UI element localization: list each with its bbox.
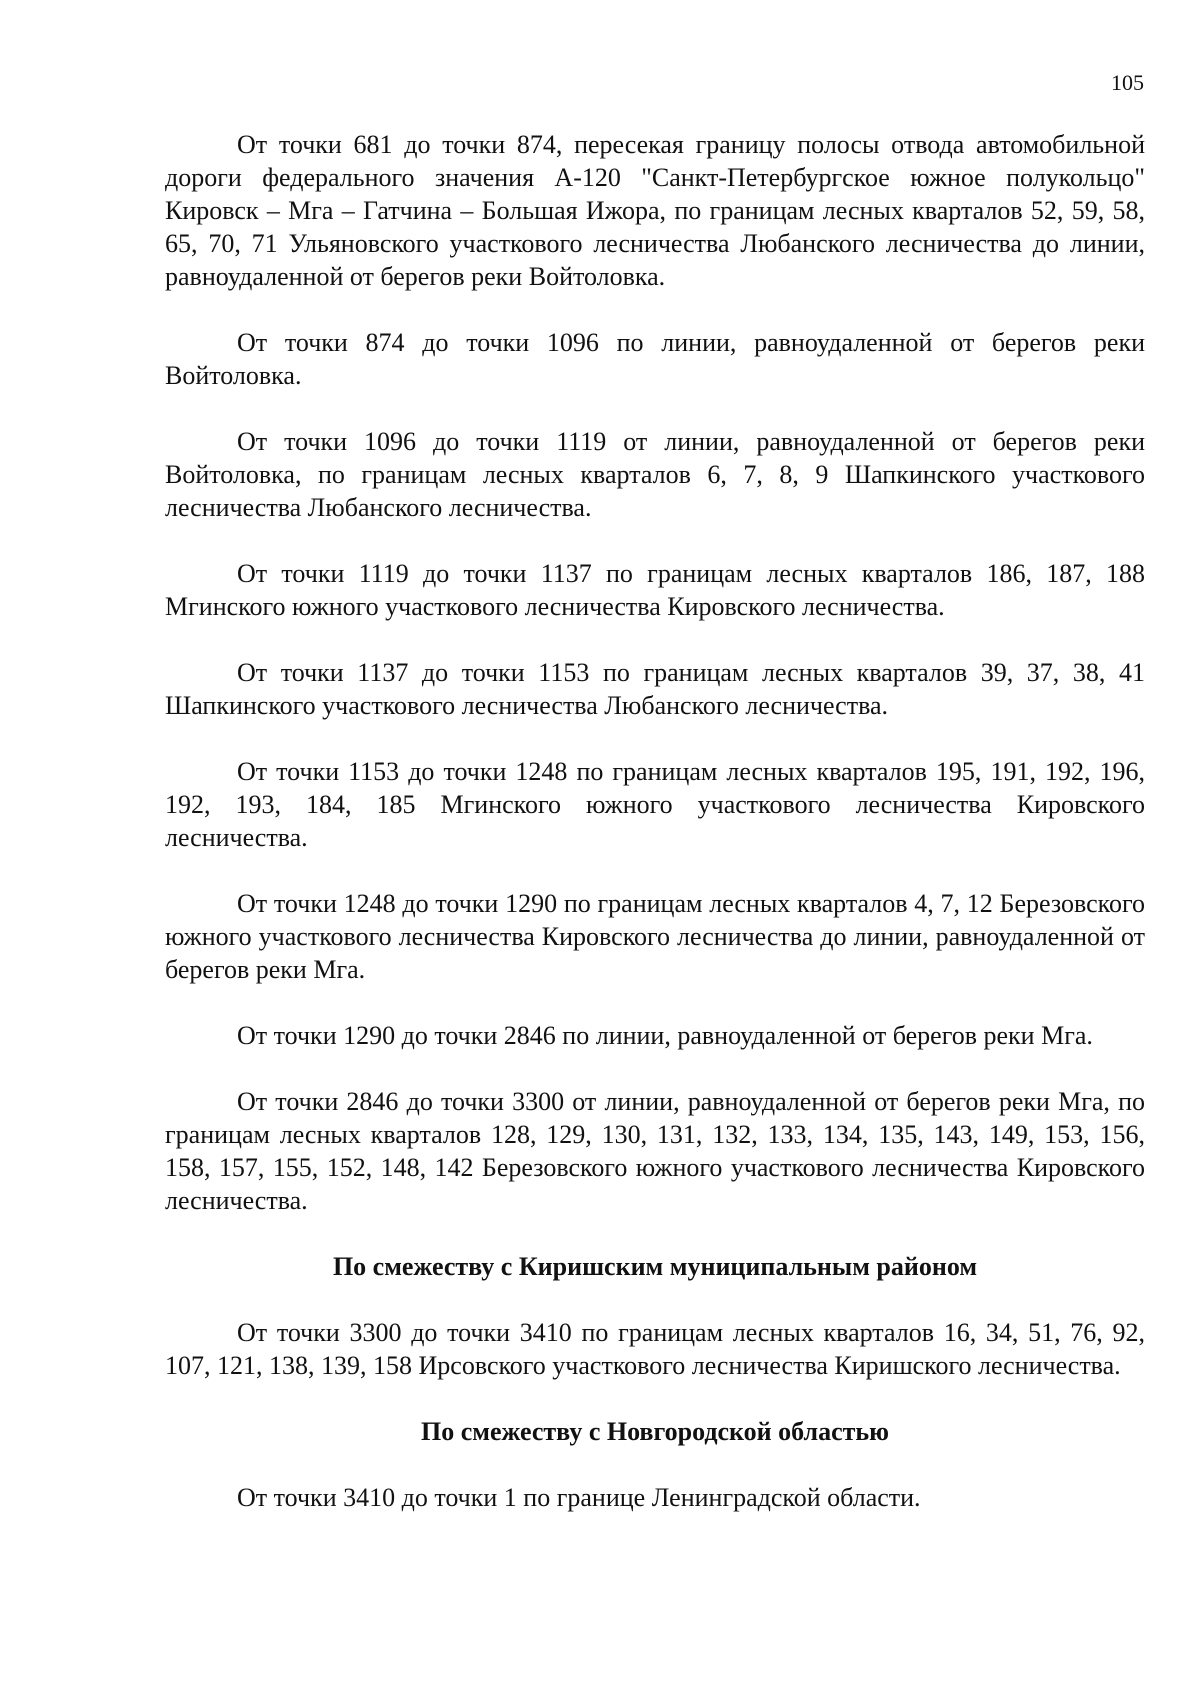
paragraph-7: От точки 1248 до точки 1290 по границам лесных кварталов 4, 7, 12 Березовского южного участкового лесничества Кировского лесничества до линии, равноудаленной от берегов реки Мга. [165, 889, 1145, 984]
section-heading-novgorod: По смежеству с Новгородской областью [420, 1417, 890, 1446]
document-body [165, 128, 1145, 1547]
paragraph-10: От точки 3300 до точки 3410 по границам лесных кварталов 16, 34, 51, 76, 92, 107, 121, 138, 139, 158 Ирсовского участкового лесничества Киришского лесничества. [165, 1318, 1145, 1380]
section-heading-kirishi: По смежеству с Киришским муниципальным районом [332, 1252, 978, 1281]
paragraph-11: От точки 3410 до точки 1 по границе Ленинградской области. [237, 1483, 921, 1512]
paragraph-3: От точки 1096 до точки 1119 от линии, равноудаленной от берегов реки Войтоловка, по границам лесных кварталов 6, 7, 8, 9 Шапкинского участкового лесничества Любанского лесничества. [165, 427, 1145, 522]
paragraph-5: От точки 1137 до точки 1153 по границам лесных кварталов 39, 37, 38, 41 Шапкинского участкового лесничества Любанского лесничества. [165, 658, 1145, 720]
paragraph-6: От точки 1153 до точки 1248 по границам лесных кварталов 195, 191, 192, 196, 192, 193, 184, 185 Мгинского южного участкового лесничества Кировского лесничества. [165, 757, 1145, 852]
paragraph-1: От точки 681 до точки 874, пересекая границу полосы отвода автомобильной дороги федерального значения А-120 "Санкт-Петербургское южное полукольцо" Кировск – Мга – Гатчина – Большая Ижора, по границам лесных кварталов 52, 59, 58, 65, 70, 71 Ульяновского участкового лесничества Любанского лесничества до линии, равноудаленной от берегов реки Войтоловка. [165, 130, 1145, 291]
paragraph-8: От точки 1290 до точки 2846 по линии, равноудаленной от берегов реки Мга. [237, 1021, 1093, 1050]
paragraph-4: От точки 1119 до точки 1137 по границам лесных кварталов 186, 187, 188 Мгинского южного участкового лесничества Кировского лесничества. [165, 559, 1145, 621]
paragraph-2: От точки 874 до точки 1096 по линии, равноудаленной от берегов реки Войтоловка. [165, 328, 1145, 390]
page-number: 105 [1111, 70, 1144, 95]
paragraph-9: От точки 2846 до точки 3300 от линии, равноудаленной от берегов реки Мга, по границам лесных кварталов 128, 129, 130, 131, 132, 133, 134, 135, 143, 149, 153, 156, 158, 157, 155, 152, 148, 142 Березовского южного участкового лесничества Кировского лесничества. [165, 1087, 1145, 1215]
